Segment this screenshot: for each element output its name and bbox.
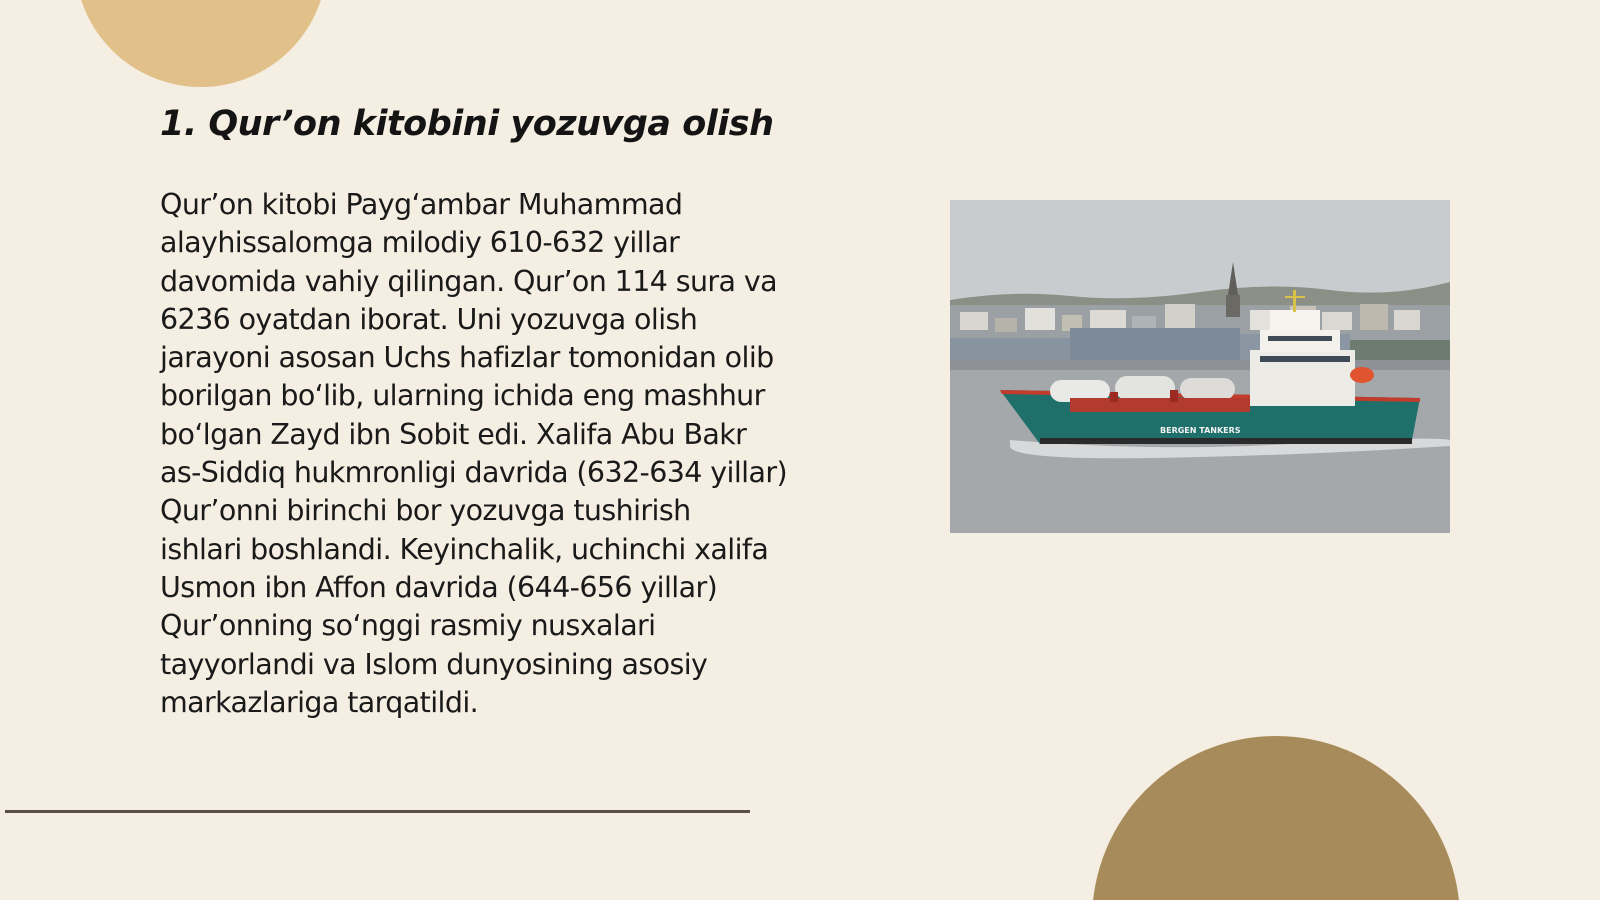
ship-photo <box>950 200 1450 533</box>
slide-title: 1. Qur’on kitobini yozuvga olish <box>160 104 774 144</box>
decorative-circle-bottom <box>1092 736 1460 900</box>
decorative-divider-line <box>5 810 750 813</box>
slide-body-text: Qur’on kitobi Payg‘ambar Muhammad alayhissalomga milodiy 610-632 yillar davomida vahiy qilingan. Qur’on 114 sura va 6236 oyatdan iborat. Uni yozuvga olish jarayoni asosan Uchs hafizlar tomonidan olib borilgan bo‘lib, ularning ichida eng mashhur bo‘lgan Zayd ibn Sobit edi. Xalifa Abu Bakr as-Siddiq hukmronligi davrida (632-634 yillar) Qur’onni birinchi bor yozuvga tushirish ishlari boshlandi. Keyinchalik, uchinchi xalifa Usmon ibn Affon davrida (644-656 yillar) Qur’onning so‘nggi rasmiy nusxalari tayyorlandi va Islom dunyosining asosiy markazlariga tarqatildi. <box>160 188 787 719</box>
hull-lettering: BERGEN TANKERS <box>1160 426 1241 435</box>
decorative-circle-top <box>75 0 327 87</box>
